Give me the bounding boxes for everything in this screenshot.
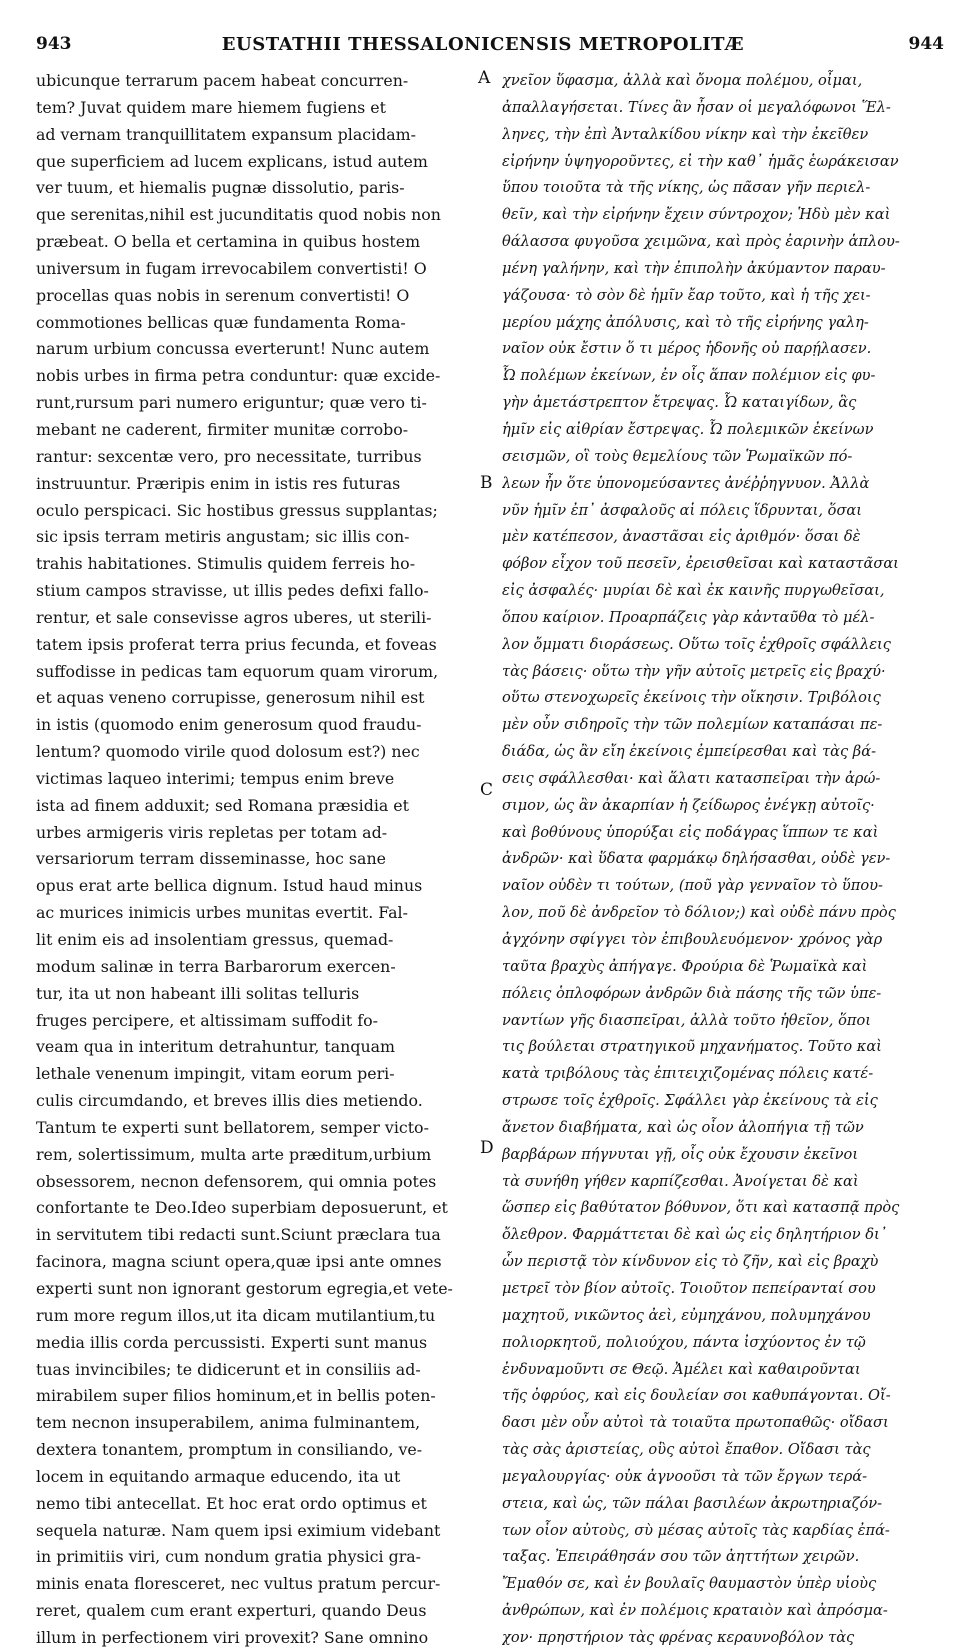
latin-text-line: veam qua in interitum detrahuntur, tanquam [36,1037,396,1057]
latin-text-line: ista ad finem adduxit; sed Romana præsidia et [36,795,410,815]
greek-text-line: ταξας. Ἐπειράθησάν σου τῶν ἀηττήτων χειρῶν. [502,1548,860,1566]
greek-text-line: χνεῖον ὕφασμα, ἀλλὰ καὶ ὄνομα πολέμου, οἶμαι, [502,72,863,89]
greek-text-line: ἡμῖν εἰς αἰθρίαν ἔστρεψας. Ὦ πολεμικῶν ἐκείνων [502,420,874,438]
latin-text-line: minis enata floresceret, nec vultus pratum percur- [36,1574,441,1594]
latin-text-line: que superficiem ad lucem explicans, istud autem [36,151,428,171]
latin-text-line: culis circumdando, et breves illis dies metiendo. [36,1091,423,1111]
latin-text-line: stium campos stravisse, ut illis pedes defixi fallo- [36,581,429,601]
greek-text-line: ὄλεθρον. Φαρμάττεται δὲ καὶ ὡς εἰς δηλητήριον δι᾽ [502,1226,888,1244]
section-marker-d: D [480,1138,494,1158]
latin-text-line: instruuntur. Præripis enim in istis res futuras [36,473,401,493]
greek-text-line: σεις σφάλλεσθαι· καὶ ἅλατι κατασπεῖραι τὴν ἀρώ- [502,769,881,787]
greek-text-line: ναντίων γῆς διασπεῖραι, ἀλλὰ τοῦτο ἡθεῖον, ὅποι [502,1011,871,1029]
latin-text-line: lethale venenum impingit, vitam eorum peri- [36,1064,395,1084]
latin-text-line: in istis (quomodo enim generosum quod fraudu- [36,715,422,735]
latin-text-line: sequela naturæ. Nam quem ipsi eximium videbant [36,1520,441,1540]
greek-text-line: καὶ βοθύνους ὑπορύξαι εἰς ποδάγρας ἵππων τε καὶ [502,823,879,841]
latin-text-line: obsessorem, necnon defensorem, qui omnia potes [36,1171,437,1191]
latin-text-line: suffodisse in pedicas tam equorum quam virorum, [36,661,439,681]
latin-text-line: versariorum terram disseminasse, hoc sane [36,849,386,869]
greek-text-line: λον ὄμματι διοράσεως. Οὕτω τοῖς ἐχθροῖς σφάλλεις [502,635,891,653]
greek-text-line: μετρεῖ τὸν βίον αὐτοῖς. Τοιοῦτον πεπείρανταί σου [502,1279,876,1297]
latin-text-line: tem? Juvat quidem mare hiemem fugiens et [36,97,386,117]
latin-text-line: que serenitas,nihil est jucunditatis quod nobis non [36,205,441,225]
greek-text-line: μένη γαλήνην, καὶ τὴν ἐπιπολὴν ἀκύμαντον παραυ- [502,259,886,277]
section-marker-b: B [480,473,493,493]
page-number-left: 943 [36,34,72,54]
latin-text-line: lentum? quomodo virile quod dolosum est?) nec [36,742,420,762]
latin-text-line: mebant ne caderent, firmiter munitæ corrobo- [36,419,409,439]
latin-text-line: nobis urbes in firma petra conduntur: quæ excide- [36,366,441,386]
latin-text-line: tuas invincibiles; te didicerunt et in consiliis ad- [36,1359,421,1379]
greek-text-line: ὧν περιστᾷ τὸν κίνδυνον εἰς τὸ ζῆν, καὶ εἰς βραχὺ [502,1253,879,1271]
greek-text-line: ληνες, τὴν ἐπὶ Ἀνταλκίδου νίκην καὶ τὴν ἐκεῖθεν [502,125,869,143]
latin-text-line: dextera tonantem, promptum in consiliando, ve- [36,1440,423,1460]
greek-text-line: ἀνθρώπων, καὶ ἐν πολέμοις κραταιὸν καὶ ἀπρόσμα- [502,1602,888,1620]
latin-text-line: ver tuum, et hiemalis pugnæ dissolutio, paris- [36,178,405,198]
latin-text-line: rentur, et sale consevisse agros uberes, ut sterili- [36,607,432,627]
latin-text-line: locem in equitando armaque educendo, ita ut [36,1466,401,1486]
greek-text-line: διάδα, ὡς ἂν εἴη ἐκείνοις ἐμπείρεσθαι καὶ τὰς βά- [502,743,877,761]
latin-text-line: et aquas veneno corrupisse, generosum nihil est [36,688,425,708]
latin-text-line: Tantum te experti sunt bellatorem, semper victo- [36,1117,429,1137]
greek-text-line: τὰ συνήθη γήθεν καρπίζεσθαι. Ἀνοίγεται δὲ καὶ [502,1172,859,1190]
greek-text-line: εἰς ἀσφαλές· μυρίαι δὲ καὶ ἐκ καινῆς πυργωθεῖσαι, [502,582,885,600]
latin-text-line: victimas laqueo interimi; tempus enim breve [36,768,395,788]
latin-text-line: nemo tibi antecellat. Et hoc erat ordo optimus et [36,1493,427,1513]
greek-text-line: δασι μὲν οὖν αὐτοὶ τὰ τοιαῦτα πρωτοπαθῶς· οἴδασι [502,1414,889,1432]
section-marker-c: C [480,780,494,800]
greek-text-line: εἰρήνην ὑψηγοροῦντες, εἰ τὴν καθ᾽ ἡμᾶς ἑωράκεισαν [502,152,899,170]
latin-text-line: experti sunt non ignorant gestorum egregia,et vete- [36,1278,453,1298]
latin-text-line: ac murices inimicis urbes munitas evertit. Fal- [36,903,408,923]
greek-text-line: ὅπου καίριον. Προαρπάζεις γὰρ κἀνταῦθα τὸ μέλ- [502,608,875,626]
latin-text-line: mirabilem super filios hominum,et in bellis poten- [36,1386,436,1406]
latin-column [36,68,474,1652]
greek-text-line: ἄνετον διαβήματα, καὶ ὡς οἷον ἁλοπήγια τῇ τῶν [502,1118,864,1136]
greek-column [502,68,938,1652]
greek-text-line: στρωσε τοῖς ἐχθροῖς. Σφάλλει γὰρ ἐκείνους τὰ εἰς [502,1092,878,1110]
greek-text-line: θεῖν, καὶ τὴν εἰρήνην ἔχειν σύντροχον; Ἡδὺ μὲν καὶ [502,206,891,224]
greek-text-line: κατὰ τριβόλους τὰς ἐπιτειχιζομένας πόλεις κατέ- [502,1065,874,1083]
running-title: EUSTATHII THESSALONICENSIS METROPOLITÆ [221,34,745,55]
section-marker-a: A [478,68,491,88]
latin-text-line: reret, qualem cum erant experturi, quando Deus [36,1601,427,1621]
latin-text-line: illum in perfectionem viri provexit? Sane omnino [36,1627,429,1647]
latin-text-line: media illis corda percussisti. Experti sunt manus [36,1332,428,1352]
latin-text-line: oculo perspicaci. Sic hostibus gressus supplantas; [36,500,438,520]
greek-text-line: σιμον, ὡς ἂν ἀκαρπίαν ἡ ζείδωρος ἐνέγκῃ αὐτοῖς· [502,796,875,814]
greek-text-line: τὰς σὰς ἀριστείας, οὓς αὐτοὶ ἔπαθον. Οἴδασι τὰς [502,1441,871,1459]
greek-text-line: πόλεις ὁπλοφόρων ἀνδρῶν διὰ πάσης τῆς τῶν ὑπε- [502,984,882,1002]
greek-text-line: μὲν κατέπεσον, ἀναστᾶσαι εἰς ἀριθμόν· ὅσαι δὲ [502,528,861,546]
greek-text-line: θάλασσα φυγοῦσα χειμῶνα, καὶ πρὸς ἐαρινὴν ἁπλου- [502,233,900,251]
greek-text-line: ὕπου τοιοῦτα τὰ τῆς νίκης, ὡς πᾶσαν γῆν περιελ- [502,179,871,197]
greek-text-line: γὴν ἀμετάστρεπτον ἔτρεψας. Ὦ καταιγίδων, ἃς [502,394,857,412]
latin-text-line: rem, solertissimum, multa arte præditum,urbium [36,1144,432,1164]
greek-text-line: μὲν οὖν σιδηροῖς τὴν τῶν πολεμίων καταπάσαι πε- [502,716,883,734]
greek-text-line: λον, ποῦ δὲ ἀνδρεῖον τὸ δόλιον;) καὶ οὐδὲ πάνυ πρὸς [502,904,896,922]
latin-text-line: urbes armigeris viris repletas per totam ad- [36,822,388,842]
latin-text-line: modum salinæ in terra Barbarorum exercen- [36,956,396,976]
greek-text-line: γάζουσα· τὸ σὸν δὲ ἡμῖν ἔαρ τοῦτο, καὶ ἡ τῆς χει- [502,286,871,304]
greek-text-line: ἀγχόνην σφίγγει τὸν ἐπιβουλευόμενον· χρόνος γὰρ [502,931,883,948]
latin-text-line: runt,rursum pari numero eriguntur; quæ vero ti- [36,393,427,413]
greek-text-line: μεγαλουργίας· οὐκ ἀγνοοῦσι τὰ τῶν ἔργων τερά- [502,1467,868,1485]
latin-text-line: præbeat. O bella et certamina in quibus hostem [36,232,421,252]
latin-text-line: ubicunque terrarum pacem habeat concurren- [36,71,409,90]
latin-text-line: lit enim eis ad insolentiam gressus, quemad- [36,930,394,949]
greek-text-line: ναῖον οὐκ ἔστιν ὅ τι μέρος ἡδονῆς οὐ παρῄλασεν. [502,340,872,358]
running-header [0,34,966,58]
greek-text-line: νῦν ἡμῖν ἐπ᾽ ἀσφαλοῦς αἱ πόλεις ἵδρυνται, ὅσαι [502,501,862,519]
greek-text-line: τὰς βάσεις· οὕτω τὴν γῆν αὐτοῖς μετρεῖς εἰς βραχύ· [502,662,886,680]
greek-text-line: Ἔμαθόν σε, καὶ ἐν βουλαῖς θαυμαστὸν ὑπὲρ υἱοὺς [502,1575,877,1593]
greek-text-line: στεια, καὶ ὡς, τῶν πάλαι βασιλέων ἀκρωτηριαζόν- [502,1494,883,1512]
latin-text-line: procellas quas nobis in serenum convertisti! O [36,285,410,305]
greek-text-line: τις βούλεται στρατηγικοῦ μηχανήματος. Τοῦτο καὶ [502,1038,882,1056]
greek-text-line: λεων ἦν ὅτε ὑπονομεύσαντες ἀνέῤῥηγνυον. Ἀλλὰ [502,474,870,492]
latin-text-line: in primitiis viri, cum nondum gratia physici gra- [36,1547,421,1567]
greek-text-line: Ὦ πολέμων ἐκείνων, ἐν οἷς ἅπαν πολέμιον εἰς φυ- [502,367,876,385]
greek-text-line: βαρβάρων πήγνυται γῇ, οἷς οὐκ ἔχουσιν ἐκεῖνοι [502,1145,859,1163]
latin-text-line: ad vernam tranquillitatem expansum placidam- [36,124,416,144]
latin-text-line: tur, ita ut non habeant illi solitas telluris [36,983,360,1003]
latin-text-line: rantur: sexcentæ vero, pro necessitate, turribus [36,446,422,466]
latin-text-line: universum in fugam irrevocabilem convertisti! O [36,258,427,278]
page-number-right: 944 [908,34,944,54]
latin-text-line: tatem ipsis proferat terra prius fecunda, et foveas [36,634,437,654]
latin-text-line: opus erat arte bellica dignum. Istud haud minus [36,876,423,896]
greek-text-line: τῆς ὀφρύος, καὶ εἰς δουλείαν σοι καθυπάγονται. Οἴ- [502,1387,891,1405]
greek-text-line: ταῦτα βραχὺς ἀπήγαγε. Φρούρια δὲ Ῥωμαϊκὰ καὶ [502,957,868,975]
greek-text-line: οὕτω στενοχωρεῖς ἐκείνοις τὴν οἴκησιν. Τριβόλοις [502,689,881,707]
greek-text-line: ἀπαλλαγήσεται. Τίνες ἂν ἦσαν οἱ μεγαλόφωνοι Ἕλ- [502,98,891,116]
greek-text-line: ἀνδρῶν· καὶ ὕδατα φαρμάκῳ δηλήσασθαι, οὐδὲ γεν- [502,850,891,868]
greek-text-line: φόβον εἶχον τοῦ πεσεῖν, ἐρεισθεῖσαι καὶ καταστᾶσαι [502,555,899,573]
latin-text-line: in servitutem tibi redacti sunt.Sciunt præclara tua [36,1225,441,1245]
greek-text-line: των οἷον αὐτοὺς, σὺ μέσας αὐτοῖς τὰς καρδίας ἐπά- [502,1521,890,1539]
latin-text-line: confortante te Deo.Ideo superbiam deposuerunt, et [36,1198,448,1218]
greek-text-line: ἐνδυναμοῦντι σε Θεῷ. Ἀμέλει καὶ καθαιροῦνται [502,1360,861,1378]
greek-text-line: μερίου μάχης ἀπόλυσις, καὶ τὸ τῆς εἰρήνης γαλη- [502,313,869,331]
latin-text-line: commotiones bellicas quæ fundamenta Roma- [36,312,406,332]
latin-text-line: narum urbium concussa everterunt! Nunc autem [36,339,430,359]
latin-text-line: facinora, magna sciunt opera,quæ ipsi ante omnes [36,1252,442,1272]
latin-text-line: rum more regum illos,ut ita dicam mutilantium,tu [36,1305,436,1325]
greek-text-line: πολιορκητοῦ, πολιούχου, πάντα ἰσχύοντος ἐν τῷ [502,1333,866,1351]
latin-text-line: tem necnon insuperabilem, anima fulminantem, [36,1413,421,1433]
greek-text-line: ὥσπερ εἰς βαθύτατον βόθυνον, ὅτι καὶ κατασπᾷ πρὸς [502,1199,900,1217]
greek-text-line: σεισμῶν, οἳ τοὺς θεμελίους τῶν Ῥωμαϊκῶν πό- [502,447,853,465]
greek-text-line: μαχητοῦ, νικῶντος ἀεὶ, εὐμηχάνου, πολυμηχάνου [502,1306,871,1324]
latin-text-line: fruges percipere, et altissimam suffodit fo- [36,1010,378,1030]
latin-text-line: sic ipsis terram metiris angustam; sic illis con- [36,527,410,547]
greek-text-line: χον· πρηστήριον τὰς φρένας κεραυνοβόλον τὰς [502,1628,855,1646]
latin-text-line: trahis habitationes. Stimulis quidem ferreis ho- [36,554,416,574]
greek-text-line: ναῖον οὐδὲν τι τούτων, (ποῦ γὰρ γενναῖον τὸ ὕπου- [502,877,883,895]
